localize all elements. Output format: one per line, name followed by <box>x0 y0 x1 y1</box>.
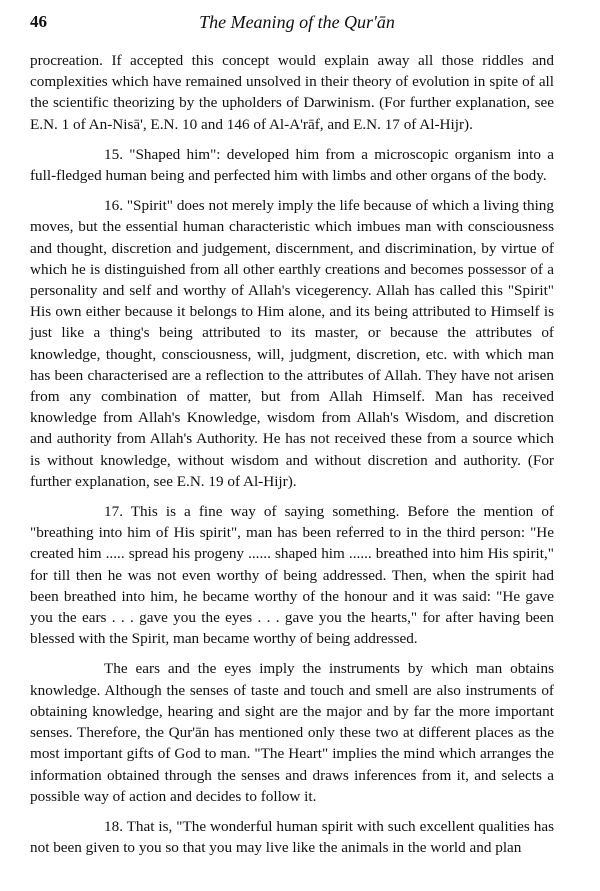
page-body <box>30 50 554 867</box>
paragraph-continuation: procreation. If accepted this concept would explain away all those riddles and complexities which have remained unsolved in their theory of evolution in spite of all the scientific theorizing by the upholders of Darwinism. (For further explanation, see E.N. 1 of An-Nisā', E.N. 10 and 146 of Al-A'rāf, and E.N. 17 of Al-Hijr). <box>30 52 554 133</box>
page-number: 46 <box>30 12 47 31</box>
running-title: The Meaning of the Qur'ān <box>199 12 395 32</box>
paragraph-note-16: 16. "Spirit" does not merely imply the life because of which a living thing moves, but the essential human characteristic which imbues man with consciousness and thought, discretion and judgement, discernment, and discrimination, by virtue of which he is distinguished from all other earthly creations and becomes possessor of a personality and self and worthy of Allah's vicegerency. Allah has called this "Spirit" His own either because it belongs to Him alone, and its being attributed to Himself is just like a thing's being attributed to its master, or because the attributes of knowledge, thought, consciousness, will, judgment, discretion, etc. with which man has been characterised are a reflection to the attributes of Allah. They have not arisen from any combination of matter, but from Allah Himself. Man has received knowledge from Allah's Knowledge, wisdom from Allah's Wisdom, and discretion and authority from Allah's Authority. He has not received these from a source which is without knowledge, without wisdom and without discretion and authority. (For further explanation, see E.N. 19 of Al-Hijr). <box>30 197 554 490</box>
paragraph-note-18: 18. That is, "The wonderful human spirit with such excellent qualities has not been given to you so that you may live like the animals in the world and plan <box>30 817 554 857</box>
page-header <box>30 12 564 36</box>
paragraph-ears-eyes: The ears and the eyes imply the instruments by which man obtains knowledge. Although the senses of taste and touch and smell are also instruments of obtaining knowledge, hearing and sight are the major and by far the more important senses. Therefore, the Qur'ān has mentioned only these two at different places as the most important gifts of God to man. "The Heart" implies the mind which arranges the information obtained through the senses and draws inferences from it, and selects a possible way of action and decides to follow it. <box>30 660 554 805</box>
paragraph-note-17: 17. This is a fine way of saying something. Before the mention of "breathing into him of His spirit", man has been referred to in the third person: "He created him ..... spread his progeny ...... shaped him ...... breathed into him His spirit," for till then he was not even worthy of being addressed. Then, when the spirit had been breathed into him, he became worthy of the honour and it was said: "He gave you the ears . . . gave you the eyes . . . gave you the hearts," for after having been blessed with the Spirit, man became worthy of being addressed. <box>30 503 554 648</box>
paragraph-note-15: 15. "Shaped him": developed him from a microscopic organism into a full-fledged human being and perfected him with limbs and other organs of the body. <box>30 145 554 185</box>
